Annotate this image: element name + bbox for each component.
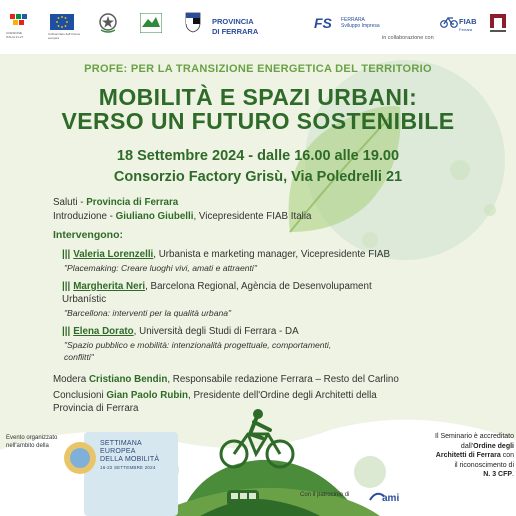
svg-text:FS: FS	[314, 15, 332, 31]
title-line-1: MOBILITÀ E SPAZI URBANI:	[98, 84, 418, 110]
coesione-italia-logo	[8, 12, 30, 30]
intervengono-heading: Intervengono:	[53, 229, 123, 241]
sem-line-1: SETTIMANA	[100, 440, 142, 447]
title-line-2: VERSO UN FUTURO SOSTENIBILE	[61, 108, 455, 134]
speaker-2-role-cont: Urbanístic	[62, 294, 107, 305]
bullet-mark-icon: |||	[62, 249, 71, 260]
event-date-time: 18 Settembre 2024 - dalle 16.00 alle 19.00	[116, 148, 400, 164]
speaker-3-quote: "Spazio pubblico e mobilità: intenzionalità progettuale, comportamenti,	[64, 340, 332, 350]
conclusion-line: Conclusioni Gian Paolo Rubin, Presidente dell'Ordine degli Architetti della	[53, 390, 377, 401]
speaker-name: Margherita Neri	[73, 281, 146, 292]
pretitle: PROFE: PER LA TRANSIZIONE ENERGETICA DEL TERRITORIO	[84, 63, 432, 75]
emilia-romagna-logo	[140, 13, 162, 33]
speaker-1-quote: "Placemaking: Creare luoghi vivi, amati e attraenti"	[64, 263, 257, 273]
speaker-2: ||| Margherita Neri, Barcelona Regional, Agència de Desenvolupament	[62, 281, 372, 292]
provincia-ferrara-crest	[185, 11, 201, 33]
coesione-text: COESIONE ITALIA 21-27	[6, 31, 24, 39]
event-venue: Consorzio Factory Grisù, Via Poledrelli 21	[113, 169, 403, 185]
sem-line-2: EUROPEA	[100, 448, 136, 455]
speaker-2-quote: "Barcellona: interventi per la qualità urbana"	[64, 308, 232, 318]
intro-line: Introduzione - Giuliano Giubelli, Vicepresidente FIAB Italia	[53, 211, 312, 222]
sem-globe-icon	[62, 440, 98, 476]
eu-caption: Cofinanziato dall'Unione europea	[48, 32, 81, 40]
sem-line-3: DELLA MOBILITÀ	[100, 456, 160, 463]
logo-bar	[0, 0, 516, 54]
speaker-1: ||| Valeria Lorenzelli, Urbanista e marketing manager, Vicepresidente FIAB	[62, 249, 390, 260]
fsl-text: FERRARA Sviluppo Impresa	[341, 17, 380, 29]
speaker-name: Valeria Lorenzelli	[73, 249, 154, 260]
moderator-line: Modera Cristiano Bendin, Responsabile redazione Ferrara – Resto del Carlino	[53, 374, 399, 385]
conclusion-line-cont: Provincia di Ferrara	[53, 403, 139, 414]
eu-flag-icon	[50, 14, 74, 30]
fsl-logo	[314, 14, 340, 32]
speaker-3: ||| Elena Dorato, Università degli Studi di Ferrara - DA	[62, 326, 299, 337]
speaker-3-quote-cont: conflitti"	[64, 352, 94, 362]
fiab-text: FIAB Ferrara	[459, 17, 477, 32]
svg-text:ami: ami	[382, 493, 400, 504]
speaker-name: Elena Dorato	[73, 326, 134, 337]
bullet-mark-icon: |||	[62, 281, 71, 292]
collaborazione-text: in collaborazione con	[382, 35, 434, 41]
cyclist-icon	[218, 408, 298, 470]
sem-dates: 16-22 SETTEMBRE 2024	[100, 465, 156, 470]
italy-emblem-icon	[98, 12, 118, 34]
bicycle-icon	[440, 16, 458, 28]
patrocinio-text: Con il patrocinio di	[300, 492, 350, 498]
ami-logo	[368, 488, 402, 504]
saluti-line: Saluti - Provincia di Ferrara	[53, 197, 179, 208]
architetti-ferrara-logo	[488, 12, 508, 36]
bullet-mark-icon: |||	[62, 326, 71, 337]
accreditation-note: Il Seminario è accreditato dall'Ordine degli Architetti di Ferrara con il riconoscimento di N. 3 CFP.	[435, 433, 514, 478]
train-icon	[226, 488, 260, 510]
organized-note: Evento organizzato nell'ambito della	[6, 435, 58, 449]
provincia-ferrara-text: PROVINCIA DI FERRARA	[212, 17, 259, 36]
